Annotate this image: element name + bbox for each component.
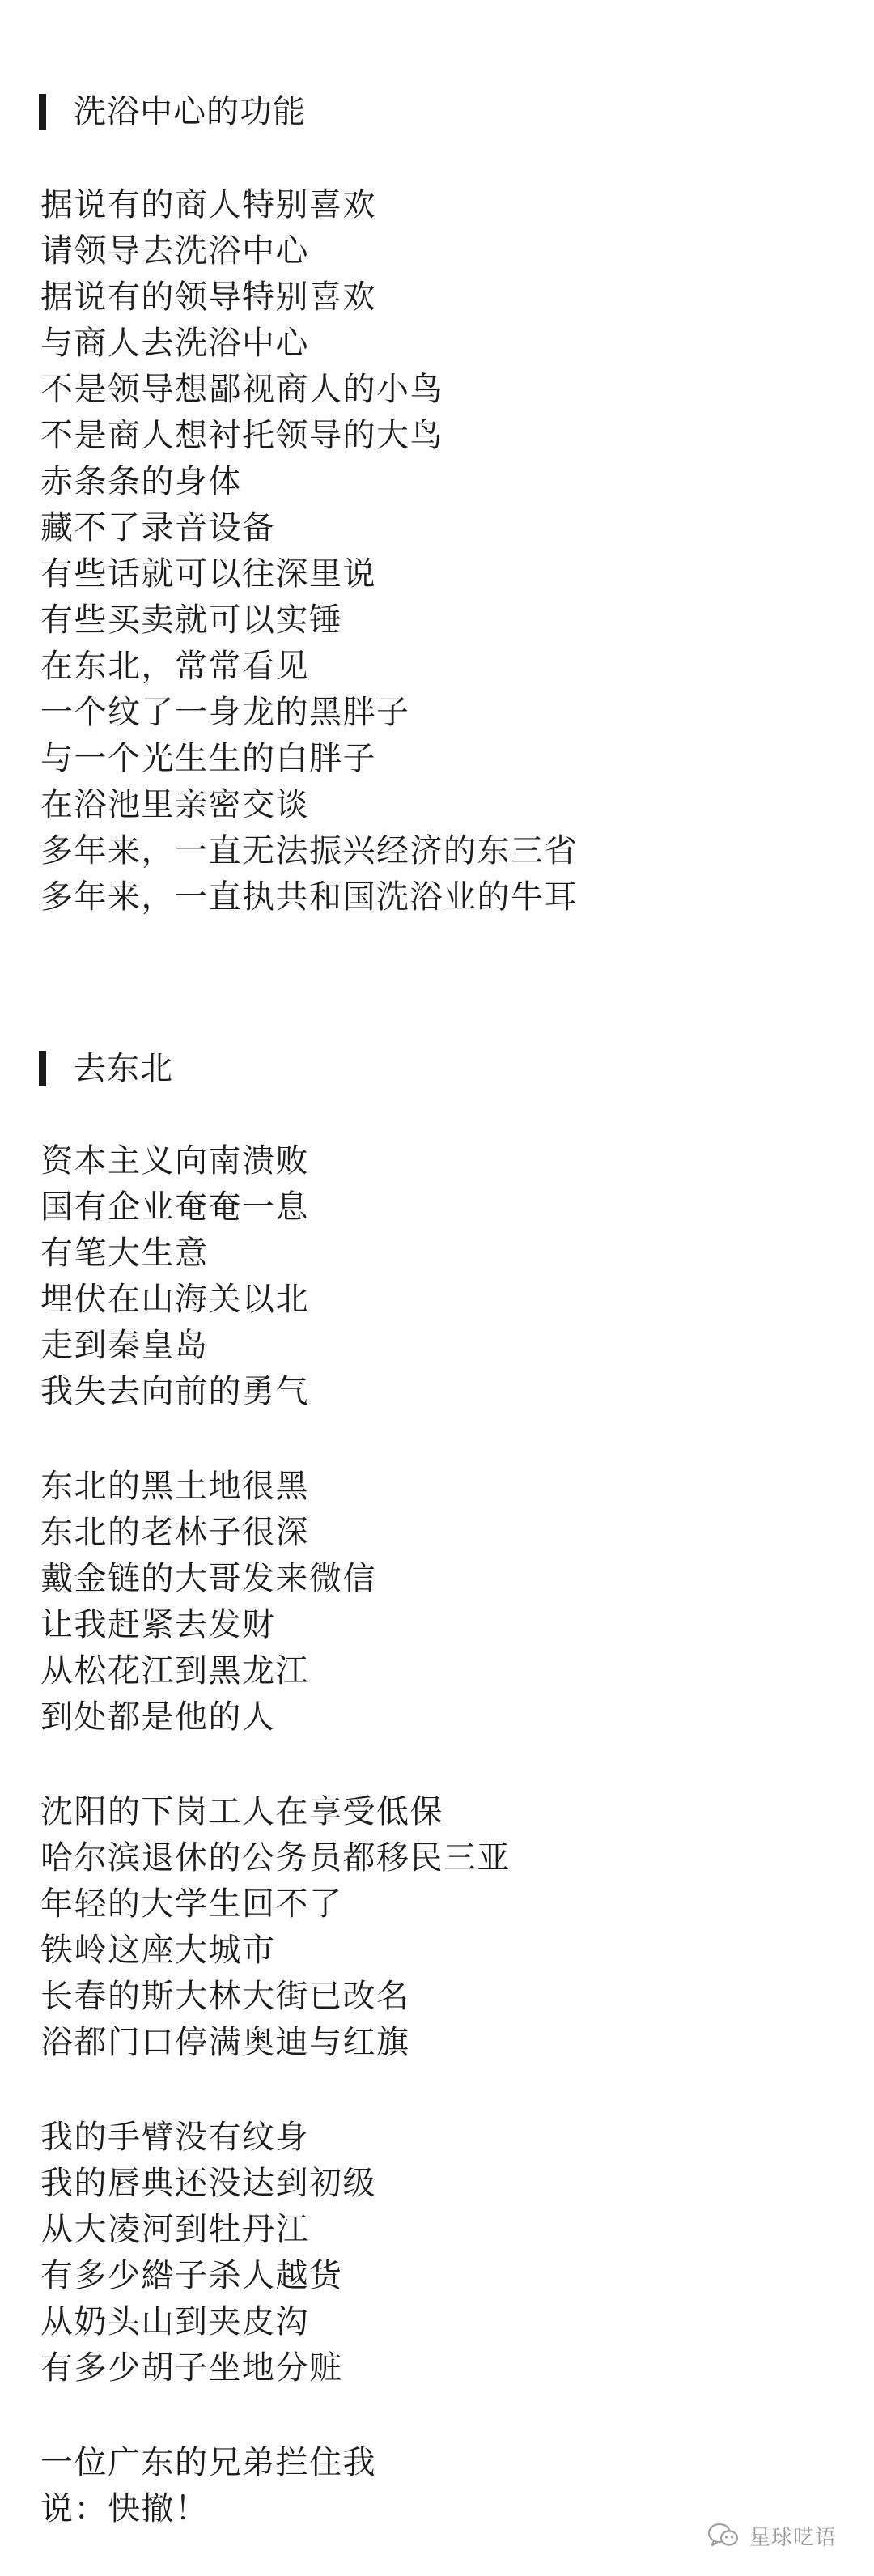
poem-line: 从奶头山到夹皮沟 <box>40 2303 309 2340</box>
poem-line: 我的唇典还没达到初级 <box>40 2165 376 2202</box>
poem-line: 据说有的商人特别喜欢 <box>40 186 376 223</box>
poem-line: 请领导去洗浴中心 <box>40 232 309 270</box>
watermark <box>707 2518 837 2553</box>
poem-line: 浴都门口停满奥迪与红旗 <box>40 2024 410 2061</box>
wechat-official-account-icon <box>707 2522 740 2549</box>
poem-line: 说：快撤！ <box>40 2490 209 2527</box>
poem-line: 年轻的大学生回不了 <box>40 1885 343 1923</box>
stanza <box>40 1138 309 1415</box>
stanza <box>40 1789 511 2066</box>
stanza <box>40 2115 376 2391</box>
poem-line: 我失去向前的勇气 <box>40 1373 309 1410</box>
header-bar <box>39 1051 46 1086</box>
poem-line: 一个纹了一身龙的黑胖子 <box>40 694 410 731</box>
poem-line: 在东北，常常看见 <box>40 648 309 685</box>
poem-line: 与商人去洗浴中心 <box>40 325 309 362</box>
section-header <box>39 87 306 136</box>
section-header <box>39 1044 173 1093</box>
poem-line: 有笔大生意 <box>40 1235 209 1272</box>
poem-line: 多年来，一直无法振兴经济的东三省 <box>40 832 578 869</box>
poem-line: 戴金链的大哥发来微信 <box>40 1560 376 1597</box>
poem-line: 铁岭这座大城市 <box>40 1932 276 1969</box>
poem-line: 埋伏在山海关以北 <box>40 1281 309 1318</box>
poem-line: 资本主义向南溃败 <box>40 1142 309 1180</box>
watermark-text: 星球呓语 <box>749 2525 837 2550</box>
poem-line: 多年来，一直执共和国洗浴业的牛耳 <box>40 878 578 916</box>
section-title: 洗浴中心的功能 <box>74 93 306 130</box>
section-title: 去东北 <box>74 1050 173 1087</box>
header-bar <box>39 94 46 130</box>
poem-line: 不是商人想衬托领导的大鸟 <box>40 417 443 454</box>
poem-line: 有些话就可以往深里说 <box>40 555 376 593</box>
stanza <box>40 182 578 920</box>
poem-line: 与一个光生生的白胖子 <box>40 740 376 777</box>
poem-line: 从大凌河到牡丹江 <box>40 2211 309 2248</box>
poem-line: 沈阳的下岗工人在享受低保 <box>40 1793 443 1830</box>
poem-line: 据说有的领导特别喜欢 <box>40 278 376 316</box>
poem-line: 有多少綹子杀人越货 <box>40 2257 343 2294</box>
poem-line: 赤条条的身体 <box>40 463 242 500</box>
poem-line: 有些买卖就可以实锤 <box>40 601 343 639</box>
poem-line: 一位广东的兄弟拦住我 <box>40 2444 376 2481</box>
poem-line: 哈尔滨退休的公务员都移民三亚 <box>40 1839 511 1877</box>
poem-line: 藏不了录音设备 <box>40 509 276 546</box>
poem-line: 我的手臂没有纹身 <box>40 2119 309 2156</box>
poem-line: 不是领导想鄙视商人的小鸟 <box>40 371 443 408</box>
stanza <box>40 1464 376 1741</box>
stanza <box>40 2440 376 2532</box>
poem-line: 东北的老林子很深 <box>40 1514 309 1551</box>
poem-line: 在浴池里亲密交谈 <box>40 786 309 823</box>
poem-line: 到处都是他的人 <box>40 1698 276 1736</box>
poem-line: 东北的黑土地很黑 <box>40 1468 309 1505</box>
poem-line: 国有企业奄奄一息 <box>40 1188 309 1226</box>
poem-line: 走到秦皇岛 <box>40 1327 209 1364</box>
poem-line: 让我赶紧去发财 <box>40 1606 276 1643</box>
poem-line: 有多少胡子坐地分赃 <box>40 2349 343 2387</box>
poem-line: 长春的斯大林大街已改名 <box>40 1978 410 2015</box>
poem-line: 从松花江到黑龙江 <box>40 1652 309 1690</box>
